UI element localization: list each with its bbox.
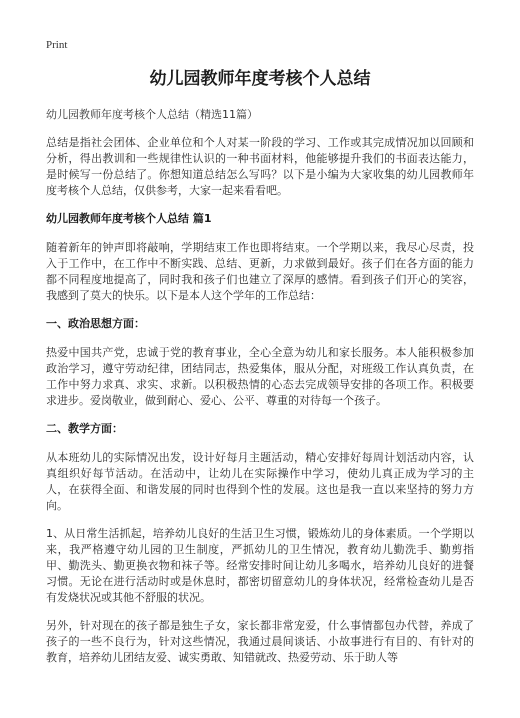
article-heading: 幼儿园教师年度考核个人总结 篇1 — [46, 212, 212, 225]
intro-paragraph: 总结是指社会团体、企业单位和个人对某一阶段的学习、工作或其完成情况加以回顾和分析，得出教训和一些规律性认识的一种书面材料，他能够提升我们的书面表达能力，是时候写一份总结了。你想知道总结怎么写吗？以下是小编为大家收集的幼儿园教师年度考核个人总结，仅供参考，大家一起来看看吧。 — [46, 136, 474, 197]
teaching-point-1-paragraph: 1、从日常生活抓起，培养幼儿良好的生活卫生习惯，锻炼幼儿的身体素质。一个学期以来，我严格遵守幼儿园的卫生制度，严抓幼儿的卫生情况，教育幼儿勤洗手、勤剪指甲、勤洗头、勤更换衣物和袜子等。经常安排时间让幼儿多喝水，培养幼儿良好的进餐习惯。无论在进行活动时或是休息时，都密切留意幼儿的身体状况，经常检查幼儿是否有发烧状况或其他不舒服的状况。 — [46, 527, 474, 604]
document-subtitle: 幼儿园教师年度考核个人总结（精选11篇） — [46, 108, 258, 121]
section-heading-teaching: 二、教学方面： — [46, 422, 123, 435]
print-link[interactable]: Print — [46, 39, 68, 51]
page-title: 幼儿园教师年度考核个人总结 — [149, 69, 371, 89]
section-teaching-paragraph: 从本班幼儿的实际情况出发，设计好每月主题活动，精心安排好每周计划活动内容，认真组织好每节活动。在活动中，让幼儿在实际操作中学习，使幼儿真正成为学习的主人，在获得全面、和谐发展的同时也得到个性的发展。这也是我一直以来坚持的努力方向。 — [46, 451, 474, 512]
article-intro-paragraph: 随着新年的钟声即将敲响，学期结束工作也即将结束。一个学期以来，我尽心尽责，投入于工作中，在工作中不断实践、总结、更新，力求做到最好。孩子们在各方面的能力都不同程度地提高了，同时我和孩子们也建立了深厚的感情。看到孩子们开心的笑容，我感到了莫大的快乐。以下是本人这个学年的工作总结： — [46, 241, 474, 302]
section-heading-politics: 一、政治思想方面： — [46, 317, 145, 330]
teaching-point-2-paragraph: 另外，针对现在的孩子都是独生子女，家长都非常宠爱，什么事情都包办代替，养成了孩子的一些不良行为，针对这些情况，我通过晨间谈话、小故事进行有目的、有针对的教育，培养幼儿团结友爱、诚实勇敢、知错就改、热爱劳动、乐于助人等 — [46, 619, 474, 664]
section-politics-paragraph: 热爱中国共产党，忠诚于党的教育事业，全心全意为幼儿和家长服务。本人能积极参加政治学习，遵守劳动纪律，团结同志，热爱集体，服从分配，对班级工作认真负责，在工作中努力求真、求实、求新。以积极热情的心态去完成领导安排的各项工作。积极要求进步。爱岗敬业，做到耐心、爱心、公平、尊重的对待每一个孩子。 — [46, 346, 474, 407]
